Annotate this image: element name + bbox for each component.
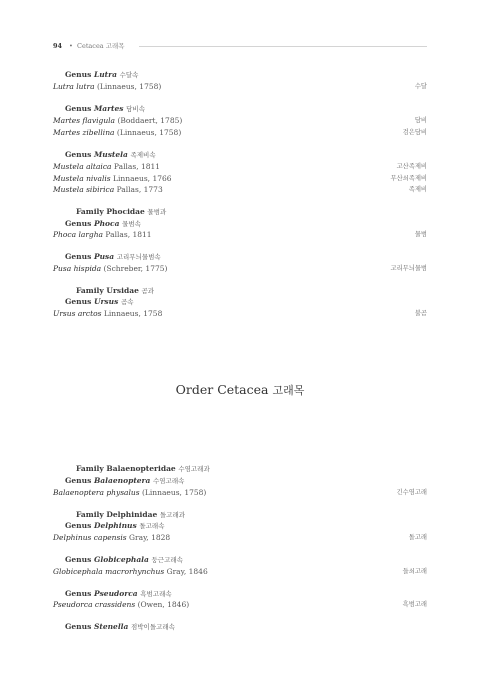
species-name: Globicephala macrorhynchus Gray, 1846 — [53, 567, 208, 576]
family-heading-delphinidae: Family Delphinidae 돌고래과 — [76, 510, 186, 519]
genus-heading-delphinus: Genus Delphinus 돌고래속 — [65, 521, 165, 530]
header-title: Cetacea 고래목 — [77, 42, 125, 50]
species-common-name: 물범 — [414, 231, 427, 238]
header-separator: • — [69, 42, 73, 50]
species-common-name: 돌고래 — [408, 534, 427, 541]
species-common-name: 수달 — [414, 83, 427, 90]
species-name: Phoca largha Pallas, 1811 — [53, 230, 152, 239]
species-common-name: 담비 — [414, 117, 427, 124]
species-name: Balaenoptera physalus (Linnaeus, 1758) — [53, 488, 207, 497]
family-heading-phocidae: Family Phocidae 물범과 — [76, 207, 167, 216]
species-name: Mustela nivalis Linnaeus, 1766 — [53, 174, 172, 183]
species-name: Ursus arctos Linnaeus, 1758 — [53, 309, 163, 318]
species-common-name: 들쇠고래 — [402, 568, 427, 575]
genus-heading-martes: Genus Martes 담비속 — [65, 104, 145, 113]
species-common-name: 족제비 — [408, 186, 427, 193]
species-common-name: 불곰 — [414, 310, 427, 317]
species-name: Martes zibellina (Linnaeus, 1758) — [53, 128, 182, 137]
species-name: Mustela sibirica Pallas, 1773 — [53, 185, 163, 194]
page-number: 94 — [53, 42, 63, 50]
species-common-name: 고산족제비 — [396, 163, 427, 170]
species-common-name: 검은담비 — [402, 129, 427, 136]
species-common-name: 고리무늬물범 — [390, 265, 427, 272]
genus-heading-stenella: Genus Stenella 점박이돌고래속 — [65, 622, 175, 631]
genus-heading-mustela: Genus Mustela 족제비속 — [65, 150, 156, 159]
order-heading: Order Cetacea 고래목 — [175, 382, 305, 397]
running-header — [53, 41, 427, 53]
species-name: Lutra lutra (Linnaeus, 1758) — [53, 82, 162, 91]
species-name: Martes flavigula (Boddaert, 1785) — [53, 116, 183, 125]
genus-heading-lutra: Genus Lutra 수달속 — [65, 70, 139, 79]
genus-heading-globicephala: Genus Globicephala 둥근고래속 — [65, 555, 183, 564]
genus-heading-balaenoptera: Genus Balaenoptera 수염고래속 — [65, 476, 185, 485]
species-name: Pseudorca crassidens (Owen, 1846) — [53, 600, 190, 609]
genus-heading-pusa: Genus Pusa 고리무늬물범속 — [65, 252, 161, 261]
species-common-name: 흑범고래 — [402, 601, 427, 608]
species-name: Delphinus capensis Gray, 1828 — [53, 533, 171, 542]
family-heading-ursidae: Family Ursidae 곰과 — [76, 286, 155, 295]
species-common-name: 긴수염고래 — [396, 489, 427, 496]
header-rule — [139, 46, 427, 47]
species-name: Mustela altaica Pallas, 1811 — [53, 162, 161, 171]
genus-heading-ursus: Genus Ursus 곰속 — [65, 297, 134, 306]
species-common-name: 무산쇠족제비 — [390, 175, 427, 182]
species-name: Pusa hispida (Schreber, 1775) — [53, 264, 168, 273]
genus-heading-phoca: Genus Phoca 물범속 — [65, 219, 141, 228]
genus-heading-pseudorca: Genus Pseudorca 흑범고래속 — [65, 589, 172, 598]
family-heading-balaenopteridae: Family Balaenopteridae 수염고래과 — [76, 464, 210, 473]
